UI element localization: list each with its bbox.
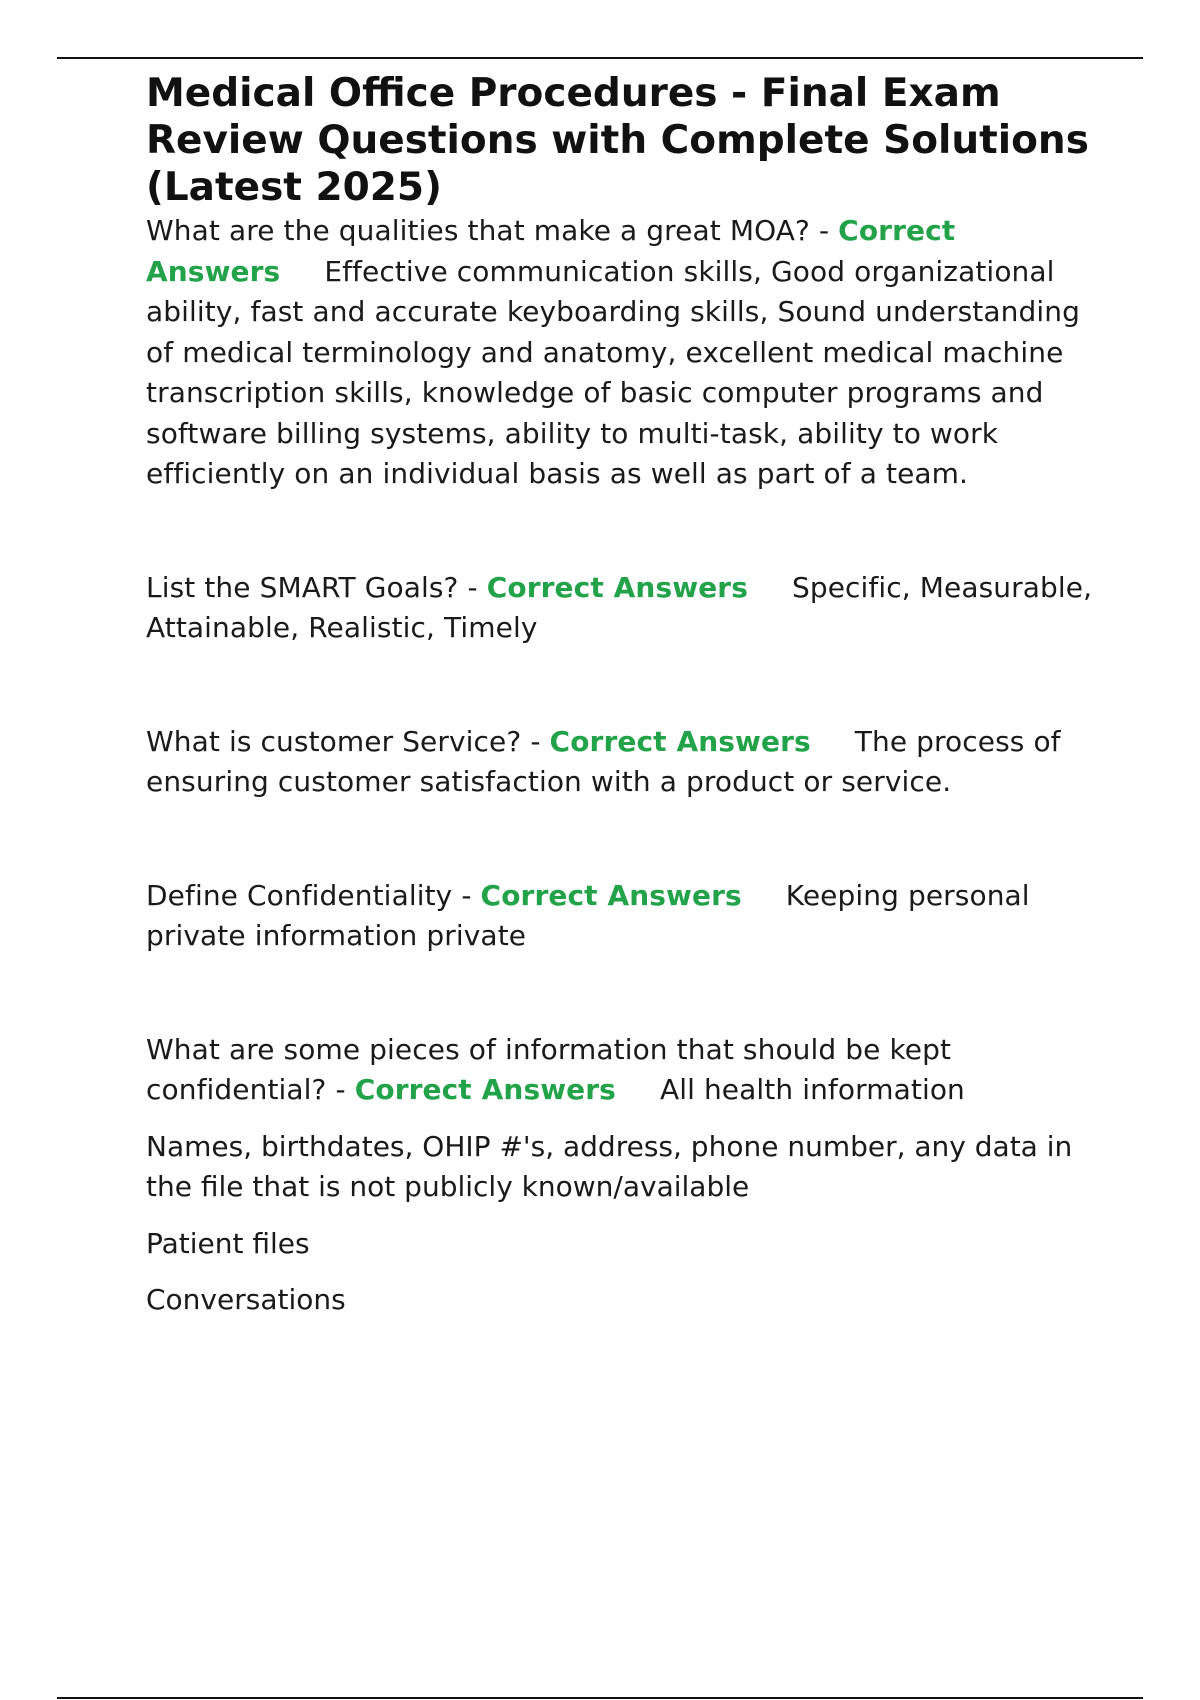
answer-label: Correct Answers (480, 878, 742, 912)
question-text: What are the qualities that make a great MOA? - (146, 214, 839, 247)
answer-extra-line: Conversations (146, 1283, 346, 1316)
question-text: What are some pieces of information that should be kept confidential? - (146, 1032, 952, 1106)
bottom-rule (57, 1697, 1143, 1699)
answer-extra-line: Names, birthdates, OHIP #'s, address, phone number, any data in the file that is not publicly known/available (146, 1129, 1073, 1203)
qa-item-2 (146, 568, 1096, 649)
answer-label: Correct Answers (549, 724, 811, 758)
document-title: Medical Office Procedures - Final Exam Review Questions with Complete Solutions (Latest 2025) (146, 71, 1089, 210)
answer-label: Correct Answers (146, 214, 956, 288)
question-text: Define Confidentiality - (146, 878, 481, 912)
qa-item-1 (146, 211, 1096, 495)
qa-item-3 (146, 722, 1096, 803)
answer-extra-line: Patient files (146, 1226, 310, 1260)
answer-label: Correct Answers (354, 1073, 616, 1106)
answer-text: Specific, Measurable, Attainable, Realistic, Timely (146, 570, 1093, 644)
answer-text: Keeping personal private information private (146, 878, 1030, 952)
answer-text: All health information (659, 1073, 965, 1106)
question-text: List the SMART Goals? - (146, 570, 487, 604)
document-body (146, 70, 1096, 1321)
answer-text: The process of ensuring customer satisfaction with a product or service. (146, 724, 1061, 798)
question-text: What is customer Service? - (146, 724, 550, 758)
answer-label: Correct Answers (486, 570, 748, 604)
top-rule (57, 57, 1143, 59)
qa-item-4 (146, 876, 1096, 957)
qa-item-5 (146, 1030, 1096, 1111)
answer-text: Effective communication skills, Good organizational ability, fast and accurate keyboarding skills, Sound understanding of medical terminology and anatomy, excellent medical machine transcription skills, knowledge of basic computer programs and software billing systems, ability to multi-task, ability to work efficiently on an individual basis as well as part of a team. (146, 254, 1080, 490)
